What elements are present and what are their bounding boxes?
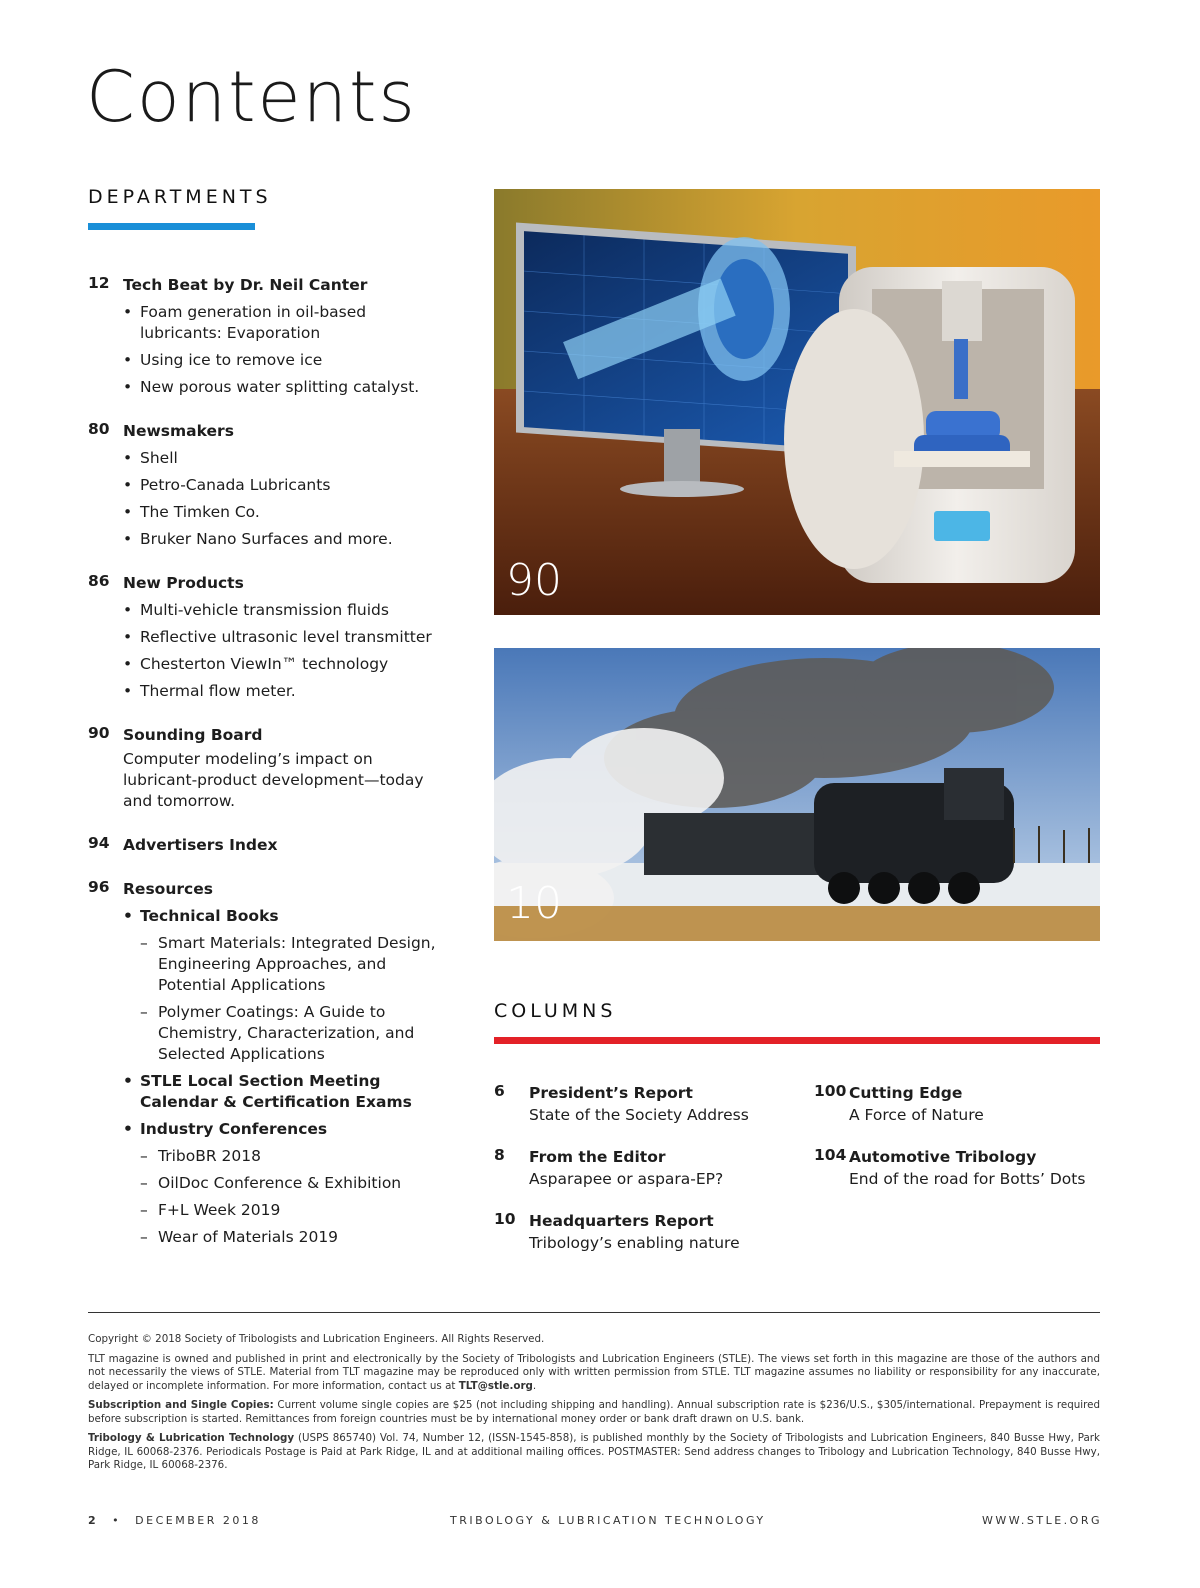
printer-illustration — [494, 189, 1100, 615]
dept-bullet-item: • Reflective ultrasonic level transmitter — [123, 627, 438, 648]
dept-sub-item: – F+L Week 2019 — [140, 1200, 438, 1221]
dept-bullet-item: • Thermal flow meter. — [123, 681, 438, 702]
dept-sub-item: – OilDoc Conference & Exhibition — [140, 1173, 438, 1194]
footer-website[interactable]: WWW.STLE.ORG — [982, 1514, 1102, 1527]
publication-text: (USPS 865740) Vol. 74, Number 12, (ISSN-1545-858), is published monthly by the Society of Tribologists and Lubrication Engineers, 840 Busse Hwy, Park Ridge, IL 60068-2376. Periodicals Postage is Paid at Park Ridge, IL and at additional mailing offices. POSTMASTER: Send address changes to Tribology and Lubrication Technology, 840 Busse Hwy, Park Ridge, IL 60068-2376. — [88, 1432, 1100, 1471]
dept-bullet-list — [123, 906, 438, 1248]
train-page-number: 10 — [506, 878, 562, 929]
footer-magazine: TRIBOLOGY & LUBRICATION TECHNOLOGY — [450, 1514, 766, 1527]
dept-title[interactable]: New Products — [123, 574, 244, 592]
ownership-paragraph: TLT magazine is owned and published in print and electronically by the Society of Tribologists and Lubrication Engineers (STLE). The views set forth in this magazine are those of the authors and not necessarily the views of STLE. Material from TLT magazine may be reproduced only with written permission from STLE. TLT magazine assumes no liability or responsibility for any inaccurate, delayed or incomplete information. For more information, contact us at TLT@stle.org. — [88, 1352, 1100, 1392]
dept-bullet-list — [123, 448, 438, 550]
dept-page-number: 12 — [88, 274, 110, 292]
column-entry — [494, 1210, 814, 1254]
dept-page-number: 86 — [88, 572, 110, 590]
dept-title[interactable]: Tech Beat by Dr. Neil Canter — [123, 276, 368, 294]
dept-title[interactable]: Resources — [123, 880, 213, 898]
dept-title[interactable]: Advertisers Index — [123, 836, 278, 854]
column-page-number: 8 — [494, 1146, 505, 1164]
columns-heading: COLUMNS — [494, 1000, 617, 1022]
dept-entry — [88, 572, 438, 702]
column-page-number: 6 — [494, 1082, 505, 1100]
dept-bullet-item: • Multi-vehicle transmission fluids — [123, 600, 438, 621]
dept-bullet-item: • Industry Conferences — [123, 1119, 438, 1140]
subscription-paragraph — [88, 1399, 1100, 1426]
train-illustration — [494, 648, 1100, 941]
column-entry — [494, 1082, 814, 1126]
dept-entry — [88, 878, 438, 1248]
column-title[interactable]: Cutting Edge — [849, 1084, 963, 1102]
column-description: A Force of Nature — [849, 1106, 984, 1124]
dept-sub-item: – Wear of Materials 2019 — [140, 1227, 438, 1248]
dept-entry — [88, 724, 438, 812]
footer-separator: • — [112, 1514, 122, 1527]
dept-page-number: 94 — [88, 834, 110, 852]
page-title: Contents — [86, 56, 417, 138]
column-title[interactable]: From the Editor — [529, 1148, 666, 1166]
departments-list — [88, 274, 438, 1270]
column-entry — [814, 1146, 1134, 1190]
dept-title[interactable]: Newsmakers — [123, 422, 234, 440]
footer-folio — [88, 1514, 261, 1527]
dept-page-number: 96 — [88, 878, 110, 896]
dept-bullet-list — [123, 302, 438, 398]
column-description: Tribology’s enabling nature — [529, 1234, 740, 1252]
train-photo — [494, 648, 1100, 941]
ownership-text: TLT magazine is owned and published in print and electronically by the Society of Tribologists and Lubrication Engineers (STLE). The views set forth in this magazine are those of the authors and not necessarily the views of STLE. Material from TLT magazine may be reproduced only with written permission from STLE. TLT magazine assumes no liability or responsibility for any inaccurate, delayed or incomplete information. For more information, contact us at — [88, 1352, 1100, 1392]
columns-accent-bar — [494, 1037, 1100, 1044]
dept-sub-list — [140, 1146, 438, 1248]
printer-photo — [494, 189, 1100, 615]
dept-title[interactable]: Sounding Board — [123, 726, 263, 744]
column-page-number: 100 — [814, 1082, 847, 1100]
dept-bullet-item: • Shell — [123, 448, 438, 469]
legal-notice — [88, 1333, 1100, 1479]
dept-entry — [88, 274, 438, 398]
column-entry — [494, 1146, 814, 1190]
column-title[interactable]: President’s Report — [529, 1084, 693, 1102]
dept-description: Computer modeling’s impact on lubricant-product development—today and tomorrow. — [123, 750, 424, 810]
dept-bullet-item: • Bruker Nano Surfaces and more. — [123, 529, 438, 550]
column-title[interactable]: Headquarters Report — [529, 1212, 714, 1230]
column-description: Asparapee or aspara-EP? — [529, 1170, 724, 1188]
column-page-number: 104 — [814, 1146, 847, 1164]
subscription-label: Subscription and Single Copies: — [88, 1399, 274, 1411]
contact-email[interactable]: TLT@stle.org — [458, 1379, 533, 1392]
dept-bullet-item: • Petro-Canada Lubricants — [123, 475, 438, 496]
dept-bullet-item: • Foam generation in oil-based lubricants: Evaporation — [123, 302, 438, 344]
dept-entry — [88, 420, 438, 550]
legal-divider — [88, 1312, 1100, 1313]
dept-bullet-item: • New porous water splitting catalyst. — [123, 377, 438, 398]
dept-bullet-item: • Technical Books — [123, 906, 438, 927]
publication-label: Tribology & Lubrication Technology — [88, 1432, 295, 1444]
dept-sub-item: – TriboBR 2018 — [140, 1146, 438, 1167]
dept-sub-item: – Polymer Coatings: A Guide to Chemistry, Characterization, and Selected Applications — [140, 1002, 438, 1065]
departments-accent-bar — [88, 223, 255, 230]
dept-bullet-item: • The Timken Co. — [123, 502, 438, 523]
dept-sub-list — [140, 933, 438, 1065]
printer-page-number: 90 — [506, 555, 562, 606]
dept-entry — [88, 834, 438, 856]
dept-bullet-item: • STLE Local Section Meeting Calendar & Certification Exams — [123, 1071, 438, 1113]
dept-sub-item: – Smart Materials: Integrated Design, Engineering Approaches, and Potential Applications — [140, 933, 438, 996]
footer-date: DECEMBER 2018 — [135, 1514, 261, 1527]
departments-heading: DEPARTMENTS — [88, 186, 272, 208]
footer-page-number: 2 — [88, 1514, 99, 1527]
column-page-number: 10 — [494, 1210, 516, 1228]
dept-page-number: 80 — [88, 420, 110, 438]
column-entry — [814, 1082, 1134, 1126]
dept-bullet-list — [123, 600, 438, 702]
subscription-text: Current volume single copies are $25 (not including shipping and handling). Annual subscription rate is $236/U.S., $305/international. Prepayment is required before subscription is started. Remittances from foreign countries must be by international money order or bank draft drawn on U.S. bank. — [88, 1399, 1100, 1425]
column-description: End of the road for Botts’ Dots — [849, 1170, 1086, 1188]
dept-page-number: 90 — [88, 724, 110, 742]
column-description: State of the Society Address — [529, 1106, 749, 1124]
copyright-line: Copyright © 2018 Society of Tribologists and Lubrication Engineers. All Rights Reserved. — [88, 1333, 545, 1345]
column-title[interactable]: Automotive Tribology — [849, 1148, 1037, 1166]
dept-bullet-item: • Using ice to remove ice — [123, 350, 438, 371]
dept-bullet-item: • Chesterton ViewIn™ technology — [123, 654, 438, 675]
publication-paragraph — [88, 1432, 1100, 1473]
